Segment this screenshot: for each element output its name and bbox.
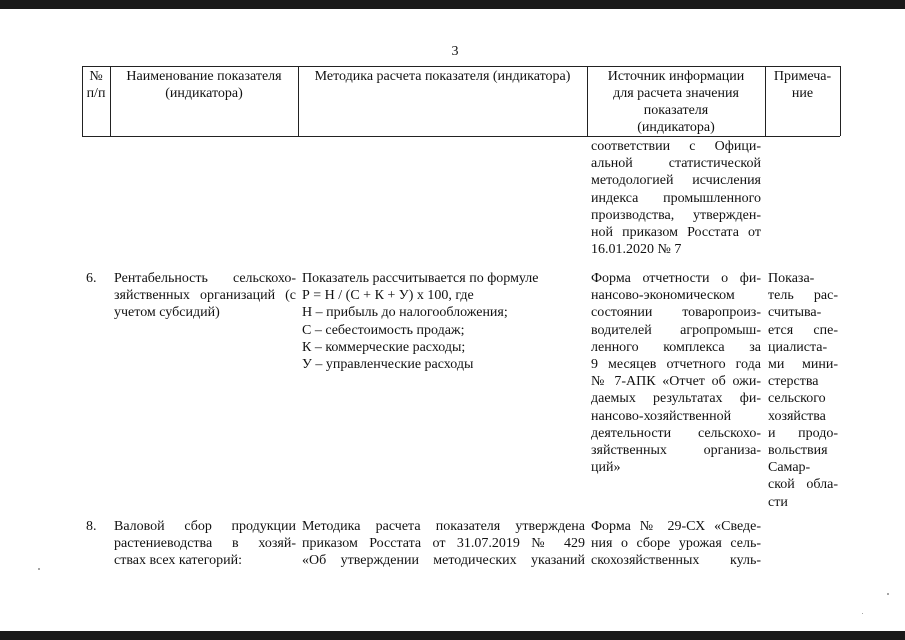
header-line: Источник информации: [607, 69, 745, 84]
row-6-note: [768, 270, 838, 511]
header-bottom-rule: [82, 136, 840, 137]
text-line: сти: [768, 494, 788, 510]
text-line: Показа-: [768, 271, 815, 286]
row-6-number: 6.: [86, 271, 97, 286]
text-line: вольствия: [768, 443, 828, 459]
text-line: ствах всех категорий:: [114, 553, 242, 569]
text-line: состоянии товаропроиз-: [591, 305, 761, 321]
header-line: №: [89, 69, 103, 84]
header-calculation-method: [298, 68, 587, 85]
header-note: [765, 68, 840, 102]
text-line: соответствии с Офици-: [591, 139, 761, 154]
page-number: 3: [451, 44, 459, 59]
text-line: деятельности сельскохо-: [591, 425, 761, 441]
text-line: Форма № 29-СХ «Сведе-: [591, 519, 761, 534]
header-line: для расчета значения: [613, 86, 739, 101]
text-line: Валовой сбор продукции: [114, 519, 296, 534]
text-line: методологией исчисления: [591, 173, 761, 189]
text-line: растениеводства в хозяй-: [114, 536, 296, 552]
text-line: считыва-: [768, 305, 822, 321]
text-line: С – себестоимость продаж;: [302, 322, 465, 338]
header-indicator-name: [110, 68, 298, 102]
text-line: приказом Росстата от 31.07.2019 № 429: [302, 536, 585, 552]
text-line: Самар-: [768, 460, 811, 476]
header-top-rule: [82, 66, 840, 67]
text-line: № 7-АПК «Отчет об ожи-: [591, 374, 761, 390]
text-line: сельского: [768, 391, 826, 407]
scan-speck: [862, 613, 863, 614]
text-line: зяйственных организа-: [591, 443, 761, 459]
text-line: водителей агропромыш-: [591, 322, 761, 338]
text-line: Н – прибыль до налогообложения;: [302, 305, 508, 321]
text-line: ской обла-: [768, 477, 838, 493]
text-line: ми мини-: [768, 357, 838, 373]
header-line: Методика расчета показателя (индикатора): [314, 69, 571, 84]
text-line: нансово-экономическом: [591, 288, 735, 304]
header-line: ние: [791, 86, 814, 101]
row-6-calculation-method: [302, 270, 584, 373]
text-line: Форма отчетности о фи-: [591, 271, 761, 286]
row-8-number: 8.: [86, 519, 97, 534]
text-line: ется спе-: [768, 322, 838, 338]
row-6-indicator-name: [114, 270, 296, 322]
text-line: ций»: [591, 460, 621, 476]
header-information-source: [587, 68, 765, 136]
header-number: [82, 68, 110, 102]
text-line: нансово-хозяйственной: [591, 408, 732, 424]
row-8-calculation-method: [302, 518, 585, 570]
row-8-information-source: [591, 518, 761, 570]
continued-source-cell: [591, 138, 761, 258]
text-line: тель рас-: [768, 288, 838, 304]
scan-bottom-edge: [0, 631, 905, 640]
text-line: У – управленческие расходы: [302, 357, 474, 373]
text-line: индекса промышленного: [591, 190, 761, 206]
scan-top-edge: [0, 0, 905, 9]
text-line: учетом субсидий): [114, 305, 220, 321]
scan-speck: [887, 593, 889, 595]
text-line: 9 месяцев отчетного года: [591, 357, 761, 373]
header-line: Примеча-: [773, 69, 832, 84]
text-line: «Об утверждении методических указаний: [302, 553, 585, 569]
text-line: 16.01.2020 № 7: [591, 242, 682, 258]
text-line: ленного комплекса за: [591, 339, 761, 355]
text-line: Методика расчета показателя утверждена: [302, 519, 585, 534]
header-line: (индикатора): [637, 120, 715, 135]
text-line: даемых результатах фи-: [591, 391, 761, 407]
column-rule: [840, 66, 841, 136]
header-line: Наименование показателя: [126, 69, 282, 84]
scan-speck: [38, 568, 40, 570]
formula-line: Р = Н / (С + К + У) х 100, где: [302, 288, 474, 304]
text-line: и продо-: [768, 425, 838, 441]
text-line: стерства: [768, 374, 819, 390]
header-line: показателя: [643, 103, 709, 118]
text-line: ния о сборе урожая сель-: [591, 536, 761, 552]
text-line: альной статистической: [591, 156, 761, 172]
text-line: скохозяйственных куль-: [591, 553, 761, 569]
header-line: п/п: [86, 86, 106, 101]
text-line: циалиста-: [768, 339, 828, 355]
text-line: Рентабельность сельскохо-: [114, 271, 296, 286]
text-line: ной приказом Росстата от: [591, 225, 761, 241]
text-line: К – коммерческие расходы;: [302, 339, 466, 355]
row-8-indicator-name: [114, 518, 296, 570]
text-line: зяйственных организаций (с: [114, 288, 296, 304]
text-line: производства, утвержден-: [591, 207, 761, 223]
row-6-information-source: [591, 270, 761, 476]
text-line: хозяйства: [768, 408, 826, 424]
header-line: (индикатора): [165, 86, 243, 101]
text-line: Показатель рассчитывается по формуле: [302, 271, 539, 286]
